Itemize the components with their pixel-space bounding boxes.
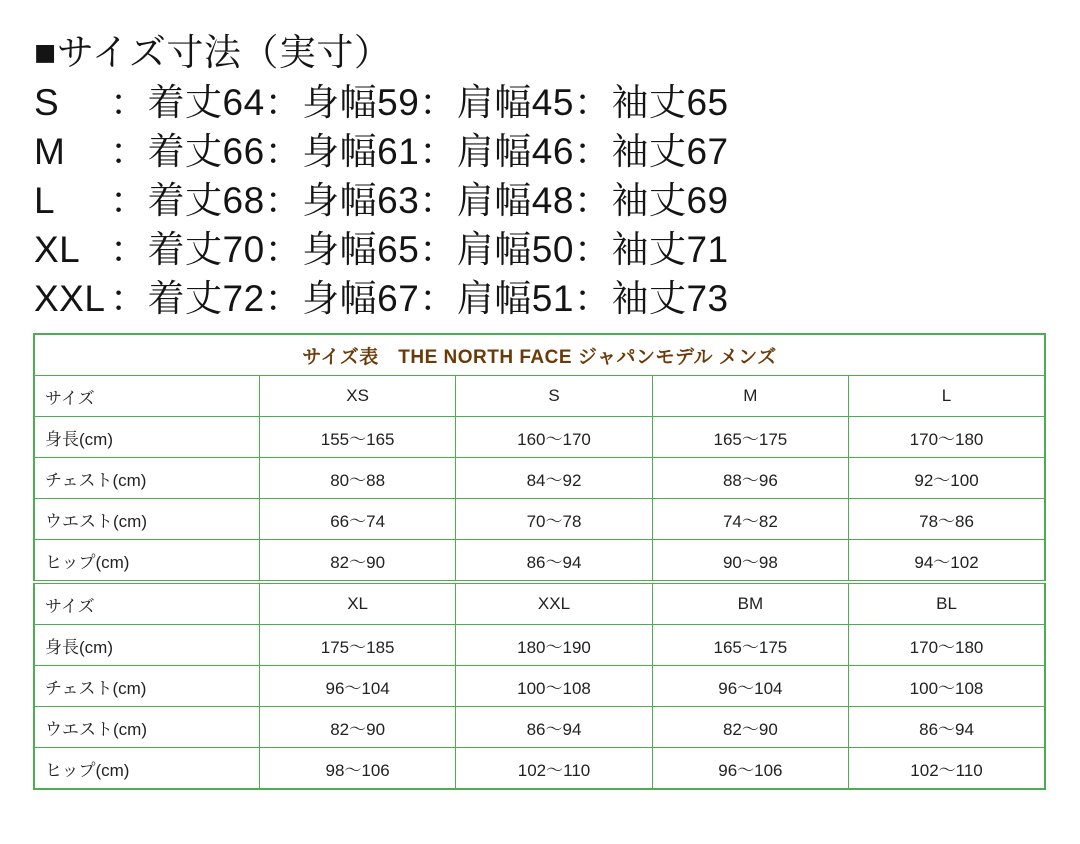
table-caption-row xyxy=(34,334,1045,376)
chest-value: 84～92 xyxy=(456,458,652,499)
size-header-cell: L xyxy=(849,376,1045,417)
chest-row xyxy=(34,458,1045,499)
measurement-line xyxy=(34,78,1080,127)
size-header-cell: M xyxy=(652,376,848,417)
height-value: 175～185 xyxy=(259,625,455,666)
measure-label: ウエスト(cm) xyxy=(34,499,259,540)
size-specs: ：着丈68：身幅63：肩幅48：袖丈69 xyxy=(110,180,729,221)
chest-value: 92～100 xyxy=(849,458,1045,499)
measure-label: チェスト(cm) xyxy=(34,666,259,707)
measure-label: ヒップ(cm) xyxy=(34,748,259,790)
size-header-cell: XS xyxy=(259,376,455,417)
hip-value: 102～110 xyxy=(456,748,652,790)
section-title: ■サイズ寸法（実寸） xyxy=(34,32,392,73)
size-specs: ：着丈64：身幅59：肩幅45：袖丈65 xyxy=(110,82,729,123)
chest-row xyxy=(34,666,1045,707)
corner-label: サイズ xyxy=(34,582,259,625)
hip-value: 102～110 xyxy=(849,748,1045,790)
size-code: S xyxy=(34,82,60,123)
waist-value: 82～90 xyxy=(259,707,455,748)
measure-label: ヒップ(cm) xyxy=(34,540,259,583)
size-specs: ：着丈66：身幅61：肩幅46：袖丈67 xyxy=(110,131,729,172)
size-code: M xyxy=(34,131,66,172)
waist-value: 86～94 xyxy=(849,707,1045,748)
size-header-row xyxy=(34,582,1045,625)
size-header-row xyxy=(34,376,1045,417)
height-value: 155～165 xyxy=(259,417,455,458)
measure-label: チェスト(cm) xyxy=(34,458,259,499)
hip-value: 98～106 xyxy=(259,748,455,790)
measure-label: ウエスト(cm) xyxy=(34,707,259,748)
measure-label: 身長(cm) xyxy=(34,417,259,458)
size-chart-table xyxy=(33,333,1046,790)
waist-value: 74～82 xyxy=(652,499,848,540)
waist-value: 70～78 xyxy=(456,499,652,540)
measurement-line xyxy=(34,127,1080,176)
waist-value: 66～74 xyxy=(259,499,455,540)
waist-value: 86～94 xyxy=(456,707,652,748)
chest-value: 96～104 xyxy=(259,666,455,707)
height-value: 165～175 xyxy=(652,625,848,666)
height-row xyxy=(34,417,1045,458)
hip-value: 82～90 xyxy=(259,540,455,583)
height-value: 160～170 xyxy=(456,417,652,458)
size-header-cell: BM xyxy=(652,582,848,625)
chest-value: 96～104 xyxy=(652,666,848,707)
size-header-cell: XL xyxy=(259,582,455,625)
size-code: XXL xyxy=(34,278,106,319)
chest-value: 88～96 xyxy=(652,458,848,499)
waist-value: 82～90 xyxy=(652,707,848,748)
hip-value: 86～94 xyxy=(456,540,652,583)
height-value: 170～180 xyxy=(849,625,1045,666)
hip-value: 90～98 xyxy=(652,540,848,583)
size-code: XL xyxy=(34,229,81,270)
waist-row xyxy=(34,499,1045,540)
height-value: 165～175 xyxy=(652,417,848,458)
measure-label: 身長(cm) xyxy=(34,625,259,666)
size-header-cell: XXL xyxy=(456,582,652,625)
measurement-line xyxy=(34,225,1080,274)
waist-value: 78～86 xyxy=(849,499,1045,540)
actual-measurements-block xyxy=(0,0,1080,323)
chest-value: 100～108 xyxy=(456,666,652,707)
height-value: 180～190 xyxy=(456,625,652,666)
waist-row xyxy=(34,707,1045,748)
table-caption: サイズ表 THE NORTH FACE ジャパンモデル メンズ xyxy=(34,334,1045,376)
size-header-cell: S xyxy=(456,376,652,417)
measurement-line xyxy=(34,176,1080,225)
height-row xyxy=(34,625,1045,666)
hip-value: 94～102 xyxy=(849,540,1045,583)
chest-value: 100～108 xyxy=(849,666,1045,707)
hip-row xyxy=(34,748,1045,790)
corner-label: サイズ xyxy=(34,376,259,417)
size-specs: ：着丈70：身幅65：肩幅50：袖丈71 xyxy=(110,229,729,270)
hip-value: 96～106 xyxy=(652,748,848,790)
size-specs: ：着丈72：身幅67：肩幅51：袖丈73 xyxy=(110,278,729,319)
height-value: 170～180 xyxy=(849,417,1045,458)
chest-value: 80～88 xyxy=(259,458,455,499)
measurement-line xyxy=(34,274,1080,323)
hip-row xyxy=(34,540,1045,583)
size-code: L xyxy=(34,180,56,221)
size-header-cell: BL xyxy=(849,582,1045,625)
